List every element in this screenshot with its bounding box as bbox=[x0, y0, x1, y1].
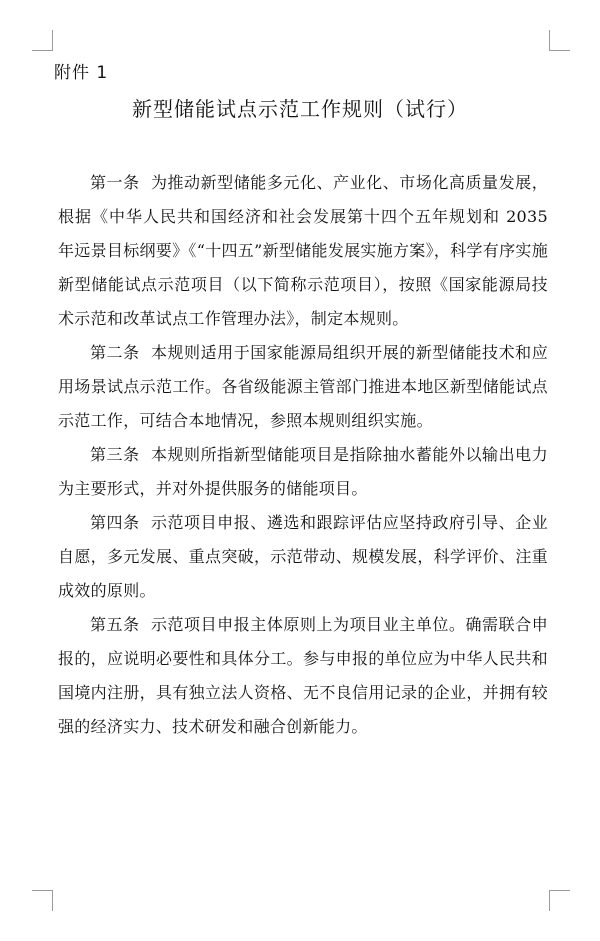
article-3 bbox=[58, 438, 548, 506]
crop-mark-top-left bbox=[32, 30, 53, 51]
article-text: 示范项目申报、遴选和跟踪评估应坚持政府引导、企业自愿，多元发展、重点突破，示范带动、规模发展，科学评价、注重成效的原则。 bbox=[58, 513, 548, 600]
article-label: 第五条 bbox=[90, 615, 140, 634]
article-text: 本规则适用于国家能源局组织开展的新型储能技术和应用场景试点示范工作。各省级能源主管部门推进本地区新型储能试点示范工作，可结合本地情况，参照本规则组织实施。 bbox=[58, 343, 548, 430]
article-text: 示范项目申报主体原则上为项目业主单位。确需联合申报的，应说明必要性和具体分工。参与申报的单位应为中华人民共和国境内注册，具有独立法人资格、无不良信用记录的企业，并拥有较强的经济实力、技术研发和融合创新能力。 bbox=[58, 615, 548, 736]
article-label: 第二条 bbox=[90, 343, 140, 362]
crop-mark-top-right bbox=[549, 30, 570, 51]
article-text: 为推动新型储能多元化、产业化、市场化高质量发展，根据《中华人民共和国经济和社会发展第十四个五年规划和 2035 年远景目标纲要》《“十四五”新型储能发展实施方案》，科学有序实施新型储能试点示范项目（以下简称示范项目），按照《国家能源局技术示范和改革试点工作管理办法》，制定本规则。 bbox=[58, 173, 548, 328]
article-label: 第一条 bbox=[90, 173, 140, 192]
article-1 bbox=[58, 166, 548, 336]
article-4 bbox=[58, 506, 548, 608]
crop-mark-bottom-left bbox=[32, 890, 53, 911]
article-label: 第四条 bbox=[90, 513, 140, 532]
article-2 bbox=[58, 336, 548, 438]
crop-mark-bottom-right bbox=[549, 890, 570, 911]
article-text: 本规则所指新型储能项目是指除抽水蓄能外以输出电力为主要形式，并对外提供服务的储能项目。 bbox=[58, 445, 548, 498]
article-5 bbox=[58, 608, 548, 744]
document-title: 新型储能试点示范工作规则（试行） bbox=[132, 97, 468, 121]
document-body bbox=[58, 166, 548, 744]
attachment-label: 附件 1 bbox=[54, 63, 109, 83]
article-label: 第三条 bbox=[90, 445, 140, 464]
